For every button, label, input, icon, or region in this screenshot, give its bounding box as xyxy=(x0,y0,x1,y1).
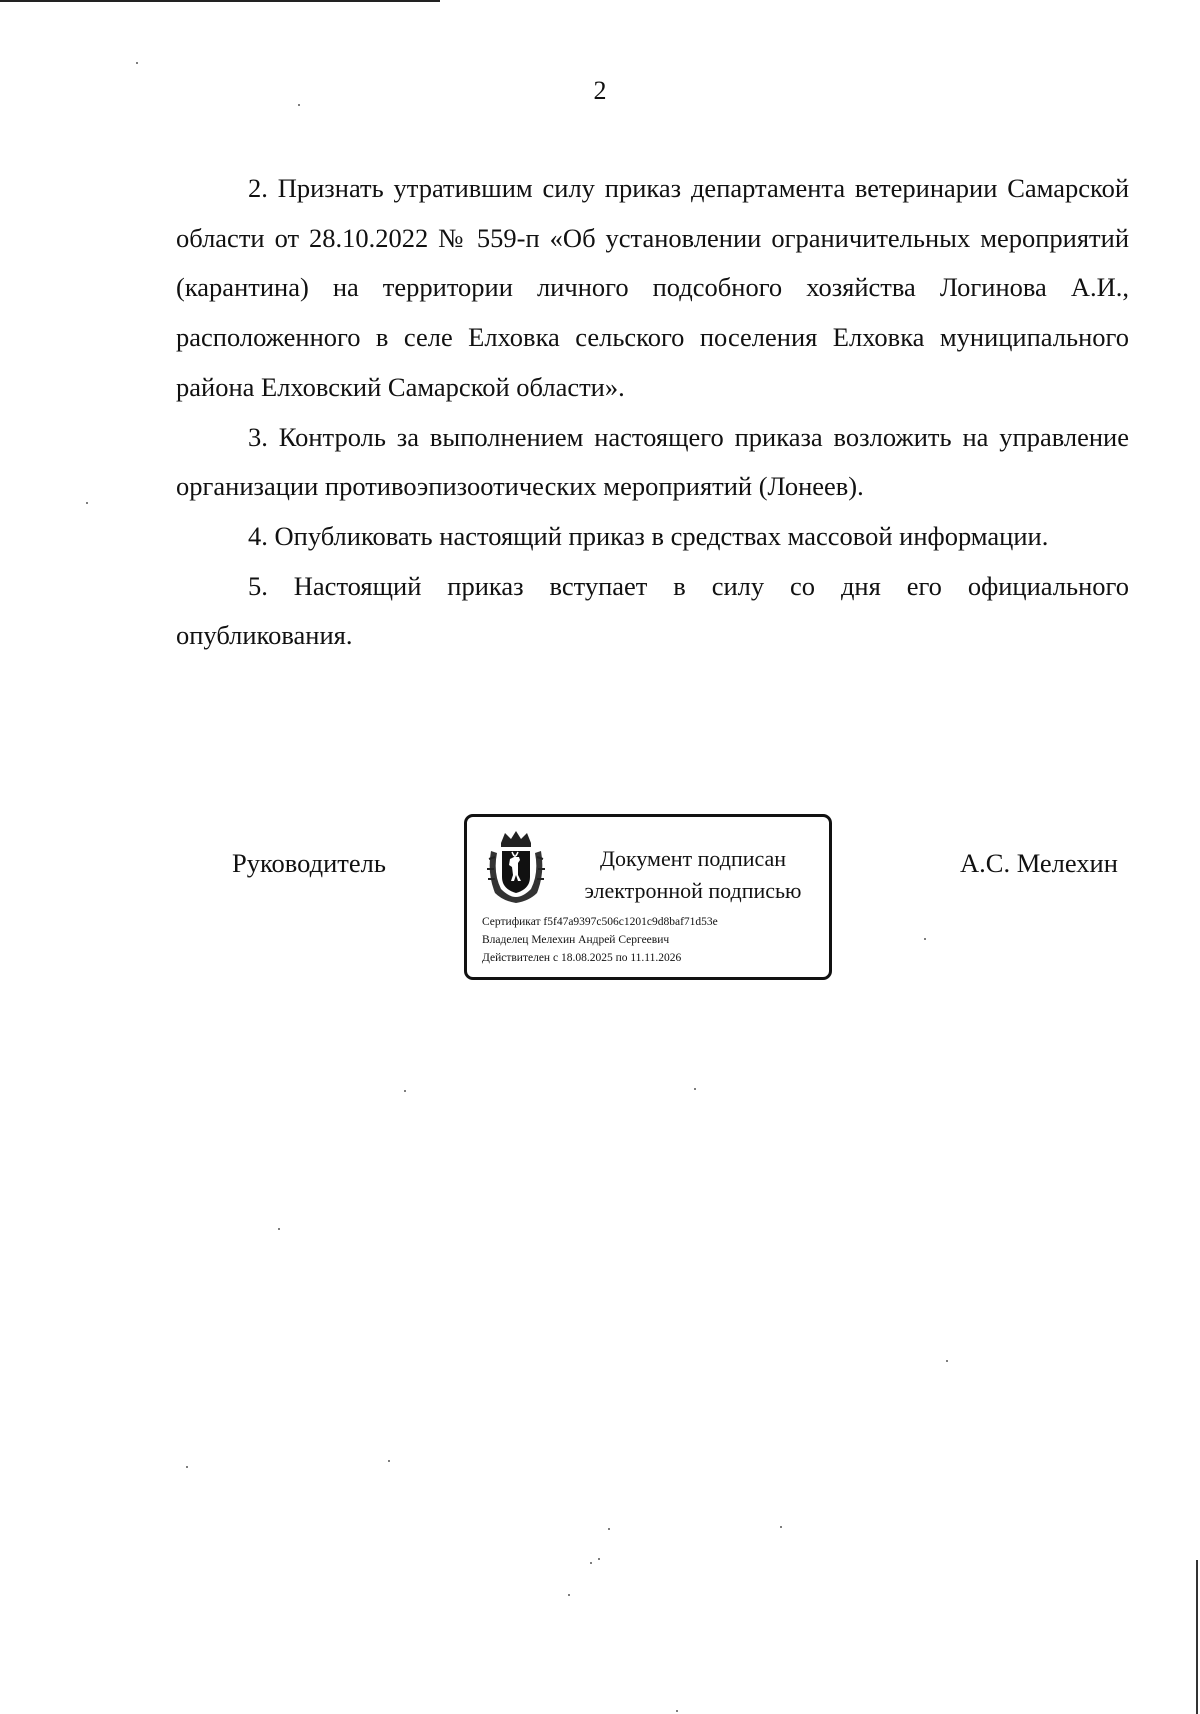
scan-speck xyxy=(924,938,926,940)
stamp-heading-line2: электронной подписью xyxy=(584,878,802,903)
signer-name: А.С. Мелехин xyxy=(960,848,1118,878)
scan-speck xyxy=(136,62,138,64)
paragraph-4: 4. Опубликовать настоящий приказ в средствах массовой информации. xyxy=(248,520,1049,551)
paragraph-2: 2. Признать утратившим силу приказ департамента ветеринарии Самарской области от 28.10.2022 № 559-п «Об установлении ограничительных мероприятий (карантина) на территории личного подсобного хозяйства Логинова А.И., расположенного в селе Елховка сельского поселения Елховка муниципального района Елховский Самарской области». xyxy=(176,173,1129,402)
scan-speck xyxy=(694,1088,696,1090)
scan-speck xyxy=(676,1710,678,1712)
scan-speck xyxy=(590,1562,592,1564)
stamp-certificate: Сертификат f5f47a9397c506c1201c9d8baf71d53e xyxy=(482,916,718,928)
paragraph-5: 5. Настоящий приказ вступает в силу со дня его официального опубликования. xyxy=(176,570,1129,651)
stamp-details xyxy=(482,913,718,967)
stamp-heading-line1: Документ подписан xyxy=(599,846,787,871)
document-body xyxy=(176,164,1129,661)
stamp-owner: Владелец Мелехин Андрей Сергеевич xyxy=(482,934,670,946)
scan-speck xyxy=(568,1594,570,1596)
scan-speck xyxy=(780,1526,782,1528)
scan-top-edge xyxy=(0,0,440,2)
scan-speck xyxy=(278,1228,280,1230)
scan-speck xyxy=(598,1558,600,1560)
scan-speck xyxy=(86,502,88,504)
page-number: 2 xyxy=(593,76,607,105)
coat-of-arms-icon xyxy=(485,829,547,905)
stamp-heading xyxy=(563,843,823,907)
stamp-validity: Действителен с 18.08.2025 по 11.11.2026 xyxy=(482,952,682,964)
scan-speck xyxy=(946,1360,948,1362)
electronic-signature-stamp xyxy=(464,814,832,980)
scan-speck xyxy=(404,1090,406,1092)
scan-speck xyxy=(608,1528,610,1530)
paragraph-3: 3. Контроль за выполнением настоящего приказа возложить на управление организации противоэпизоотических мероприятий (Лонеев). xyxy=(176,421,1129,502)
scan-speck xyxy=(388,1460,390,1462)
scan-speck xyxy=(298,104,300,106)
scan-right-edge xyxy=(1196,1560,1198,1714)
signer-position: Руководитель xyxy=(232,848,386,878)
scan-speck xyxy=(186,1466,188,1468)
